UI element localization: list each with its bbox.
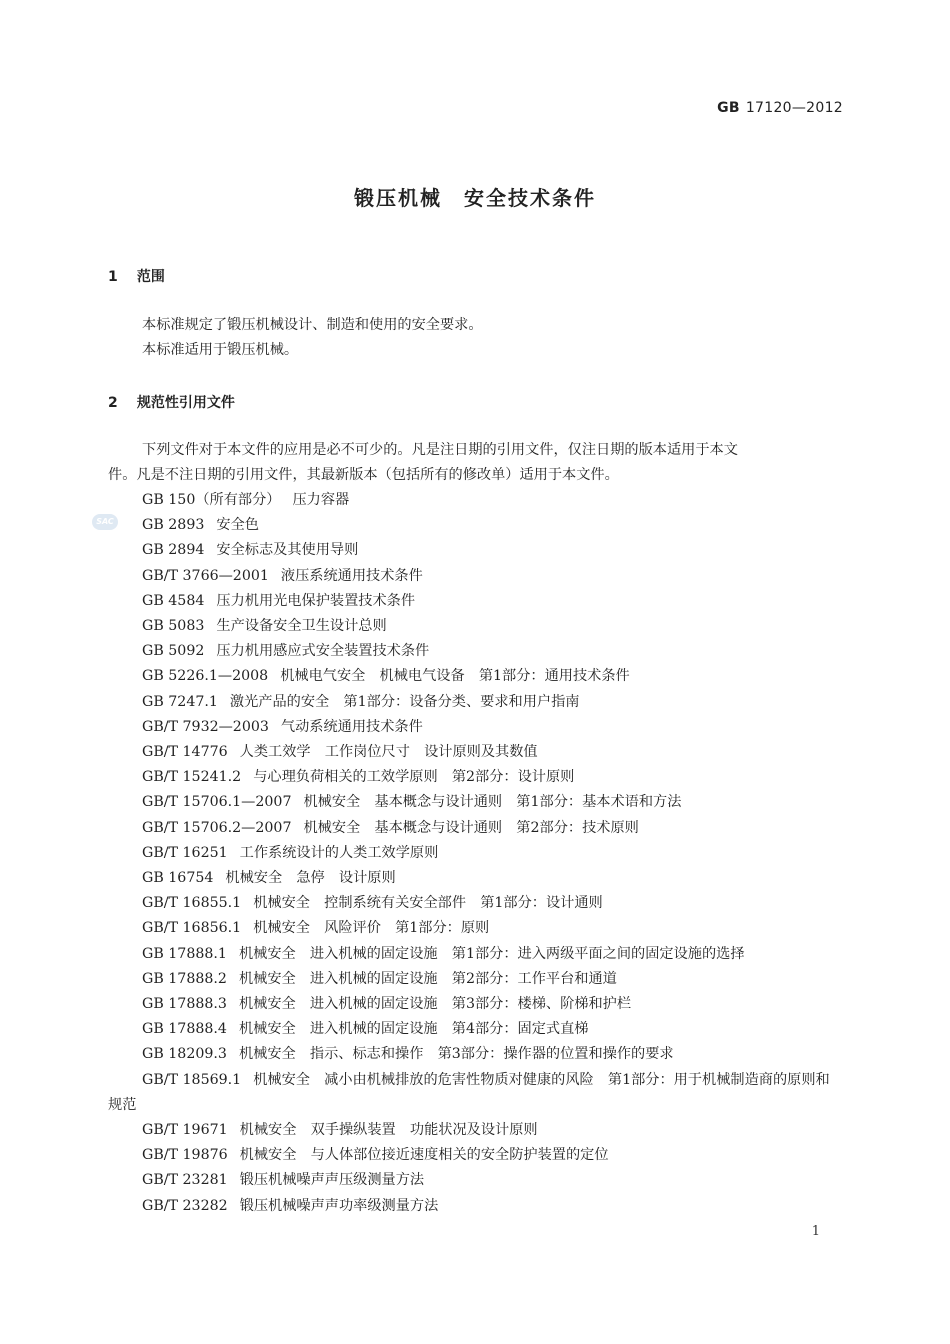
reference-code: GB/T 16855.1 — [142, 895, 242, 912]
reference-item — [108, 841, 843, 866]
reference-item — [108, 614, 843, 639]
reference-item — [108, 538, 843, 563]
reference-code: GB 17888.4 — [142, 1021, 227, 1038]
section-heading-normative-references — [108, 392, 235, 412]
reference-title: 机械安全 基本概念与设计通则 第2部分：技术原则 — [303, 819, 639, 836]
references-intro — [108, 438, 843, 488]
reference-item — [108, 1017, 843, 1042]
reference-code: GB/T 3766—2001 — [142, 567, 269, 584]
reference-item — [108, 916, 843, 941]
reference-code: GB/T 19876 — [142, 1147, 228, 1164]
reference-title: 机械安全 风险评价 第1部分：原则 — [253, 920, 490, 937]
reference-code: GB 18209.3 — [142, 1046, 227, 1063]
reference-title: 机械安全 双手操纵装置 功能状况及设计原则 — [239, 1122, 538, 1139]
reference-code: GB/T 23281 — [142, 1172, 228, 1189]
reference-item — [108, 564, 843, 589]
reference-code: GB/T 16251 — [142, 844, 228, 861]
reference-code: GB 16754 — [142, 870, 214, 887]
reference-title: 机械安全 急停 设计原则 — [225, 870, 396, 887]
reference-item — [108, 513, 843, 538]
reference-item — [108, 790, 843, 815]
standard-number — [717, 100, 843, 116]
reference-code: GB 4584 — [142, 592, 205, 609]
reference-title: 压力机用感应式安全装置技术条件 — [216, 643, 430, 660]
reference-title: 机械安全 进入机械的固定设施 第2部分：工作平台和通道 — [238, 970, 617, 987]
reference-title: 安全标志及其使用导则 — [216, 542, 359, 559]
reference-item — [108, 942, 843, 967]
reference-code: GB 2894 — [142, 542, 205, 559]
reference-item — [108, 1068, 843, 1118]
section-title: 规范性引用文件 — [136, 395, 235, 411]
reference-item — [108, 967, 843, 992]
reference-title: 机械安全 指示、标志和操作 第3部分：操作器的位置和操作的要求 — [238, 1046, 674, 1063]
reference-code: GB/T 15706.1—2007 — [142, 794, 292, 811]
scope-paragraph: 本标准适用于锻压机械。 — [142, 342, 299, 358]
standard-code: 17120—2012 — [745, 100, 843, 116]
reference-list — [108, 488, 843, 1219]
reference-code: GB 2893 — [142, 517, 205, 534]
reference-title: 压力机用光电保护装置技术条件 — [216, 592, 416, 609]
reference-title: 机械电气安全 机械电气设备 第1部分：通用技术条件 — [280, 668, 630, 685]
reference-title: 机械安全 控制系统有关安全部件 第1部分：设计通则 — [253, 895, 603, 912]
reference-title: 工作系统设计的人类工效学原则 — [239, 844, 439, 861]
reference-title: 机械安全 基本概念与设计通则 第1部分：基本术语和方法 — [303, 794, 682, 811]
reference-code: GB/T 14776 — [142, 744, 228, 761]
reference-title: 气动系统通用技术条件 — [280, 718, 423, 735]
reference-code: GB/T 15241.2 — [142, 769, 242, 786]
reference-item — [108, 992, 843, 1017]
reference-code: GB/T 18569.1 — [142, 1071, 242, 1088]
reference-title: 锻压机械噪声声功率级测量方法 — [239, 1197, 439, 1214]
reference-title: 与心理负荷相关的工效学原则 第2部分：设计原则 — [253, 769, 575, 786]
reference-title: 机械安全 进入机械的固定设施 第3部分：楼梯、阶梯和护栏 — [238, 996, 632, 1013]
reference-title: 机械安全 进入机械的固定设施 第1部分：进入两级平面之间的固定设施的选择 — [238, 945, 745, 962]
reference-title: 安全色 — [216, 517, 259, 534]
reference-title: 机械安全 减小由机械排放的危害性物质对健康的风险 第1部分：用于机械制造商的原则和规范 — [108, 1071, 830, 1113]
document-title: 锻压机械 安全技术条件 — [354, 186, 596, 210]
scope-paragraph: 本标准规定了锻压机械设计、制造和使用的安全要求。 — [142, 317, 483, 333]
reference-code: GB/T 16856.1 — [142, 920, 242, 937]
reference-code: GB 5092 — [142, 643, 205, 660]
reference-title: 液压系统通用技术条件 — [280, 567, 423, 584]
reference-code: GB 150（所有部分） — [142, 492, 281, 508]
reference-title: 人类工效学 工作岗位尺寸 设计原则及其数值 — [239, 744, 538, 761]
reference-code: GB 7247.1 — [142, 693, 218, 710]
reference-item — [108, 1042, 843, 1067]
reference-code: GB 5226.1—2008 — [142, 668, 269, 685]
sac-logo-watermark: SAC — [92, 514, 118, 530]
reference-title: 机械安全 进入机械的固定设施 第4部分：固定式直梯 — [238, 1021, 589, 1038]
intro-line: 件。凡是不注日期的引用文件，其最新版本（包括所有的修改单）适用于本文件。 — [108, 467, 619, 483]
reference-item — [108, 816, 843, 841]
reference-item — [108, 1118, 843, 1143]
reference-item — [108, 690, 843, 715]
reference-code: GB 17888.3 — [142, 996, 227, 1013]
section-title: 范围 — [136, 269, 165, 285]
page-number: 1 — [811, 1224, 820, 1239]
reference-item — [108, 866, 843, 891]
reference-item — [108, 639, 843, 664]
reference-title: 生产设备安全卫生设计总则 — [216, 618, 387, 635]
reference-item — [108, 589, 843, 614]
scope-paragraphs — [108, 313, 843, 363]
reference-title: 激光产品的安全 第1部分：设备分类、要求和用户指南 — [229, 693, 580, 710]
reference-title: 机械安全 与人体部位接近速度相关的安全防护装置的定位 — [239, 1147, 609, 1164]
reference-item — [108, 488, 843, 513]
reference-code: GB/T 23282 — [142, 1197, 228, 1214]
reference-code: GB 17888.2 — [142, 970, 227, 987]
section-heading-scope — [108, 266, 165, 286]
reference-item — [108, 1194, 843, 1219]
reference-item — [108, 1143, 843, 1168]
reference-code: GB 17888.1 — [142, 945, 227, 962]
reference-code: GB/T 7932—2003 — [142, 718, 269, 735]
reference-item — [108, 740, 843, 765]
reference-item — [108, 715, 843, 740]
reference-title: 压力容器 — [292, 492, 350, 508]
intro-line: 下列文件对于本文件的应用是必不可少的。凡是注日期的引用文件，仅注日期的版本适用于本文 — [142, 442, 738, 458]
section-number: 1 — [108, 269, 118, 285]
reference-item — [108, 891, 843, 916]
reference-code: GB/T 19671 — [142, 1122, 228, 1139]
reference-code: GB 5083 — [142, 618, 205, 635]
reference-item — [108, 664, 843, 689]
section-number: 2 — [108, 395, 118, 411]
reference-item — [108, 1168, 843, 1193]
reference-code: GB/T 15706.2—2007 — [142, 819, 292, 836]
reference-title: 锻压机械噪声声压级测量方法 — [239, 1172, 425, 1189]
reference-item — [108, 765, 843, 790]
standard-prefix: GB — [717, 100, 740, 116]
